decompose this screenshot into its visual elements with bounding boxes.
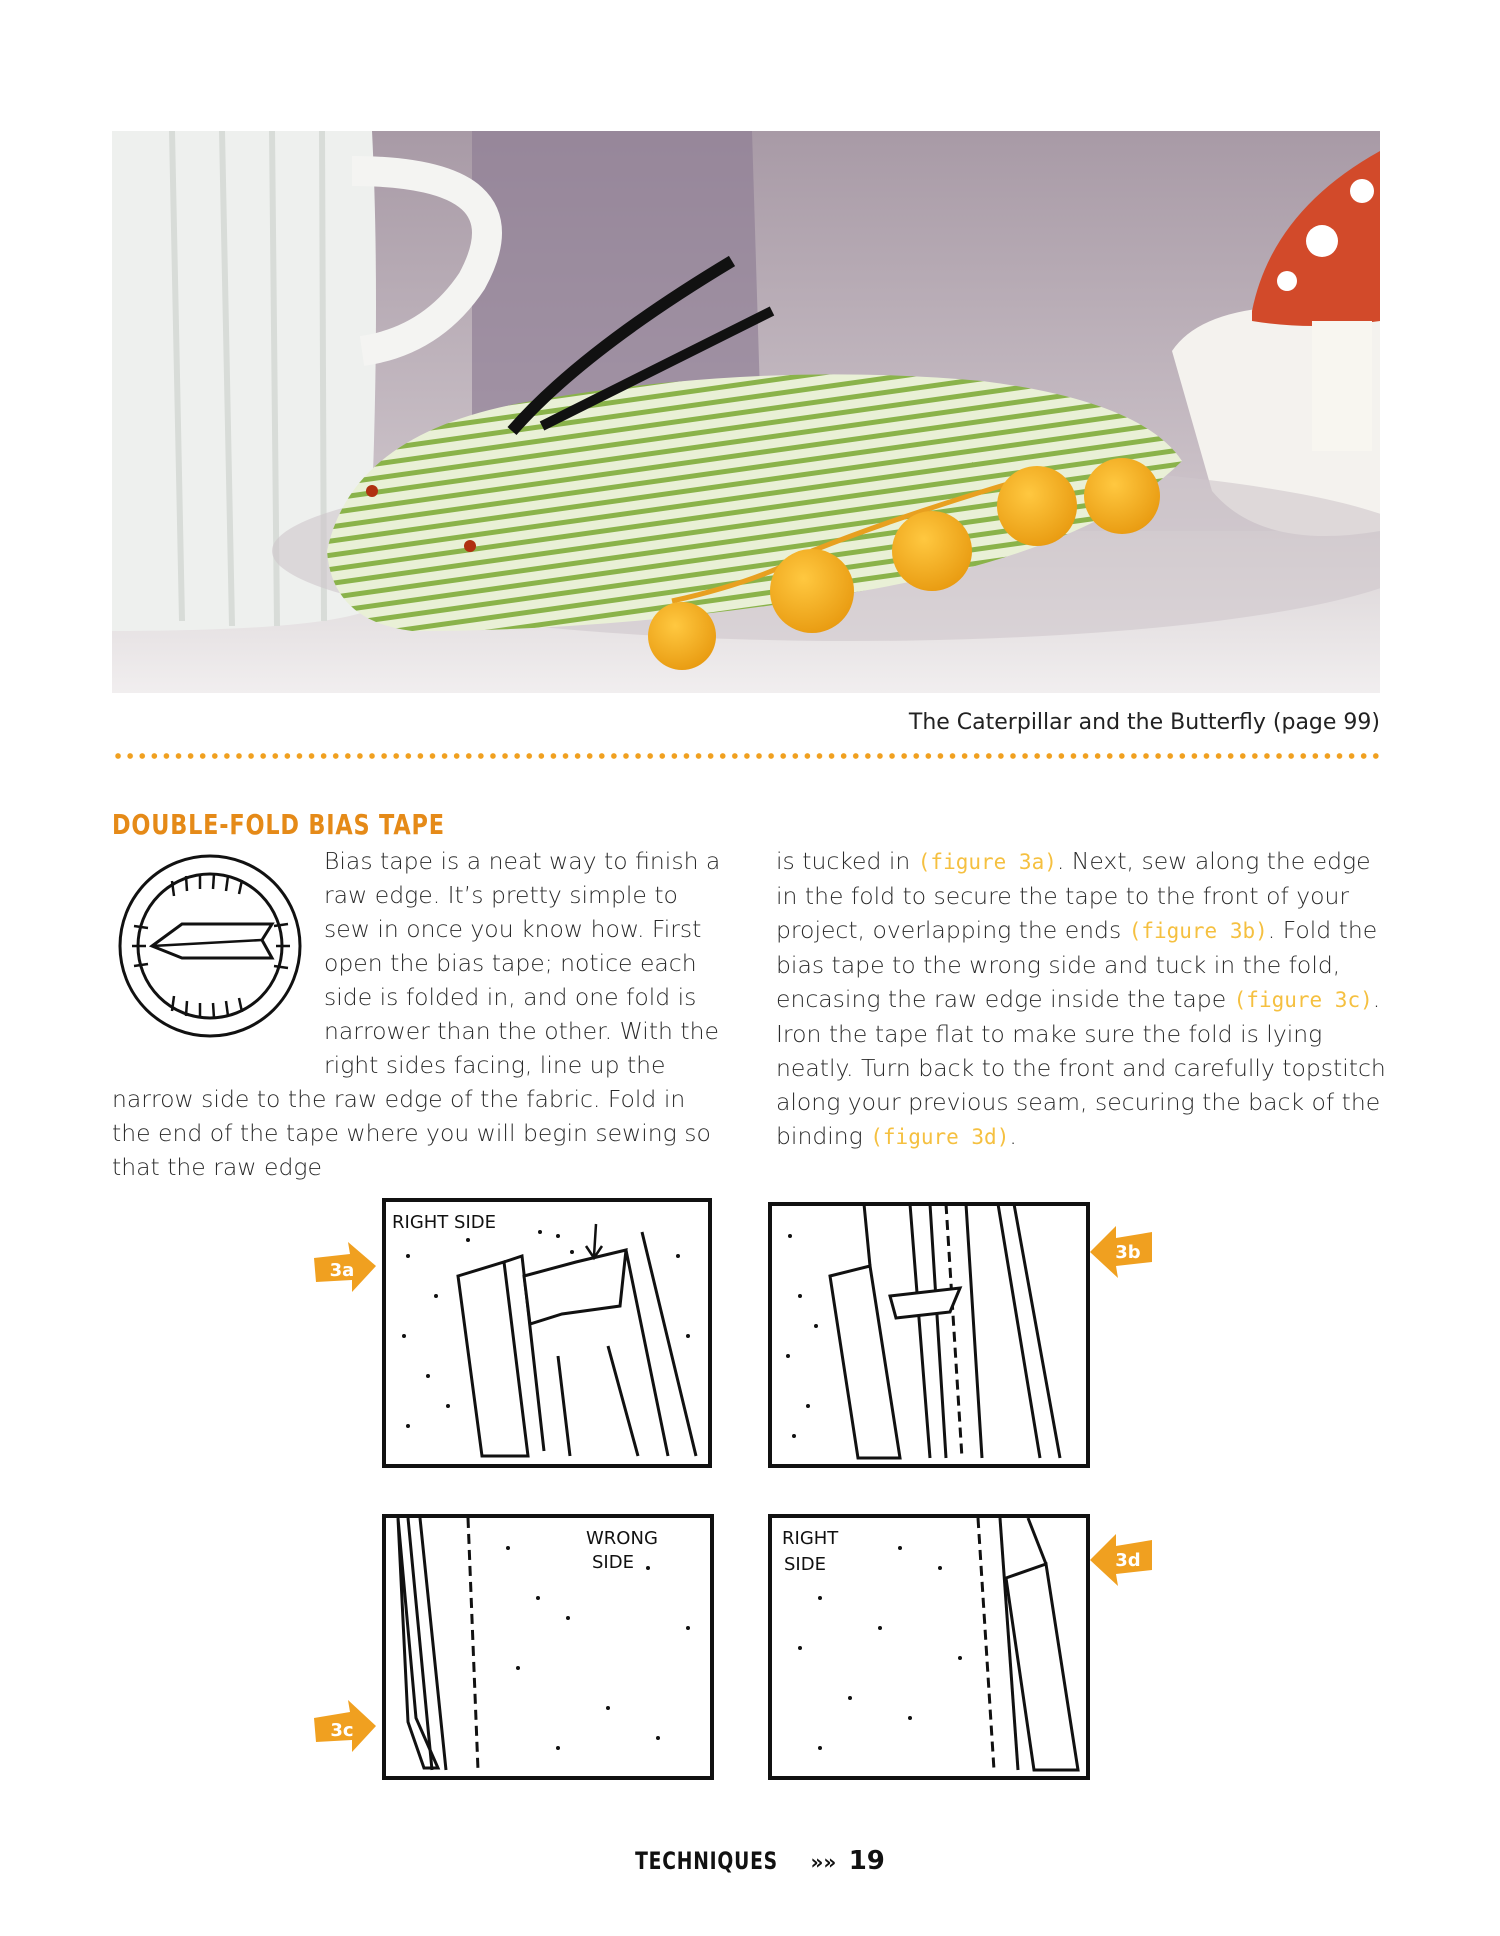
figure-3d-label-2: SIDE bbox=[784, 1554, 826, 1575]
body-text-left bbox=[112, 844, 724, 1184]
badge-3a: 3a bbox=[329, 1260, 355, 1281]
photo-caption: The Caterpillar and the Butterfly (page 99) bbox=[908, 710, 1380, 735]
page-footer bbox=[0, 1846, 1500, 1876]
figure-3c-label-2: SIDE bbox=[592, 1552, 634, 1573]
figure-3a bbox=[308, 1196, 718, 1480]
badge-3b: 3b bbox=[1115, 1242, 1141, 1263]
body-text-right bbox=[776, 844, 1388, 1154]
right-text-3: . Fold the bias tape to the wrong side and tuck in the fold, encasing the raw edge inside the tape bbox=[776, 916, 1378, 1013]
figure-3a-ref: (figure 3a) bbox=[917, 850, 1057, 874]
figure-3c bbox=[308, 1508, 718, 1792]
footer-section: TECHNIQUES bbox=[635, 1847, 779, 1875]
left-paragraph: Bias tape is a neat way to finish a raw edge. It’s pretty simple to sew in once you know how. First open the bias tape; notice each side is folded in, and one fold is narrower than the other. With the right sides facing, line up the narrow side to the raw edge of the fabric. Fold in the end of the tape where you will begin sewing so that the raw edge bbox=[112, 847, 721, 1181]
section-heading: DOUBLE-FOLD BIAS TAPE bbox=[112, 808, 445, 841]
right-text-5: . bbox=[1009, 1122, 1017, 1150]
figure-3a-label: RIGHT SIDE bbox=[392, 1212, 496, 1233]
figure-3b-ref: (figure 3b) bbox=[1128, 919, 1268, 943]
page-number: 19 bbox=[848, 1846, 885, 1876]
caterpillar-photo bbox=[112, 131, 1380, 693]
right-text-2: . Next, sew along the edge in the fold to secure the tape to the front of your project, overlapping the ends bbox=[776, 847, 1371, 944]
figure-3d-ref: (figure 3d) bbox=[870, 1125, 1010, 1149]
figure-3d bbox=[760, 1508, 1160, 1792]
right-text-4: . Iron the tape flat to make sure the fold is lying neatly. Turn back to the front and carefully topstitch along your previous seam, securing the back of the binding bbox=[776, 985, 1386, 1150]
figure-3c-label-1: WRONG bbox=[586, 1528, 658, 1549]
figure-3c-ref: (figure 3c) bbox=[1233, 988, 1373, 1012]
badge-3c: 3c bbox=[330, 1720, 354, 1741]
bias-tape-icon bbox=[112, 846, 312, 1052]
figure-3b bbox=[760, 1196, 1160, 1480]
figure-3d-label-1: RIGHT bbox=[782, 1528, 839, 1549]
right-text-1: is tucked in bbox=[776, 847, 918, 875]
footer-arrows: »» bbox=[810, 1850, 837, 1874]
caterpillar-photo-art bbox=[112, 131, 1380, 693]
dotted-divider bbox=[112, 752, 1380, 760]
badge-3d: 3d bbox=[1115, 1550, 1141, 1571]
